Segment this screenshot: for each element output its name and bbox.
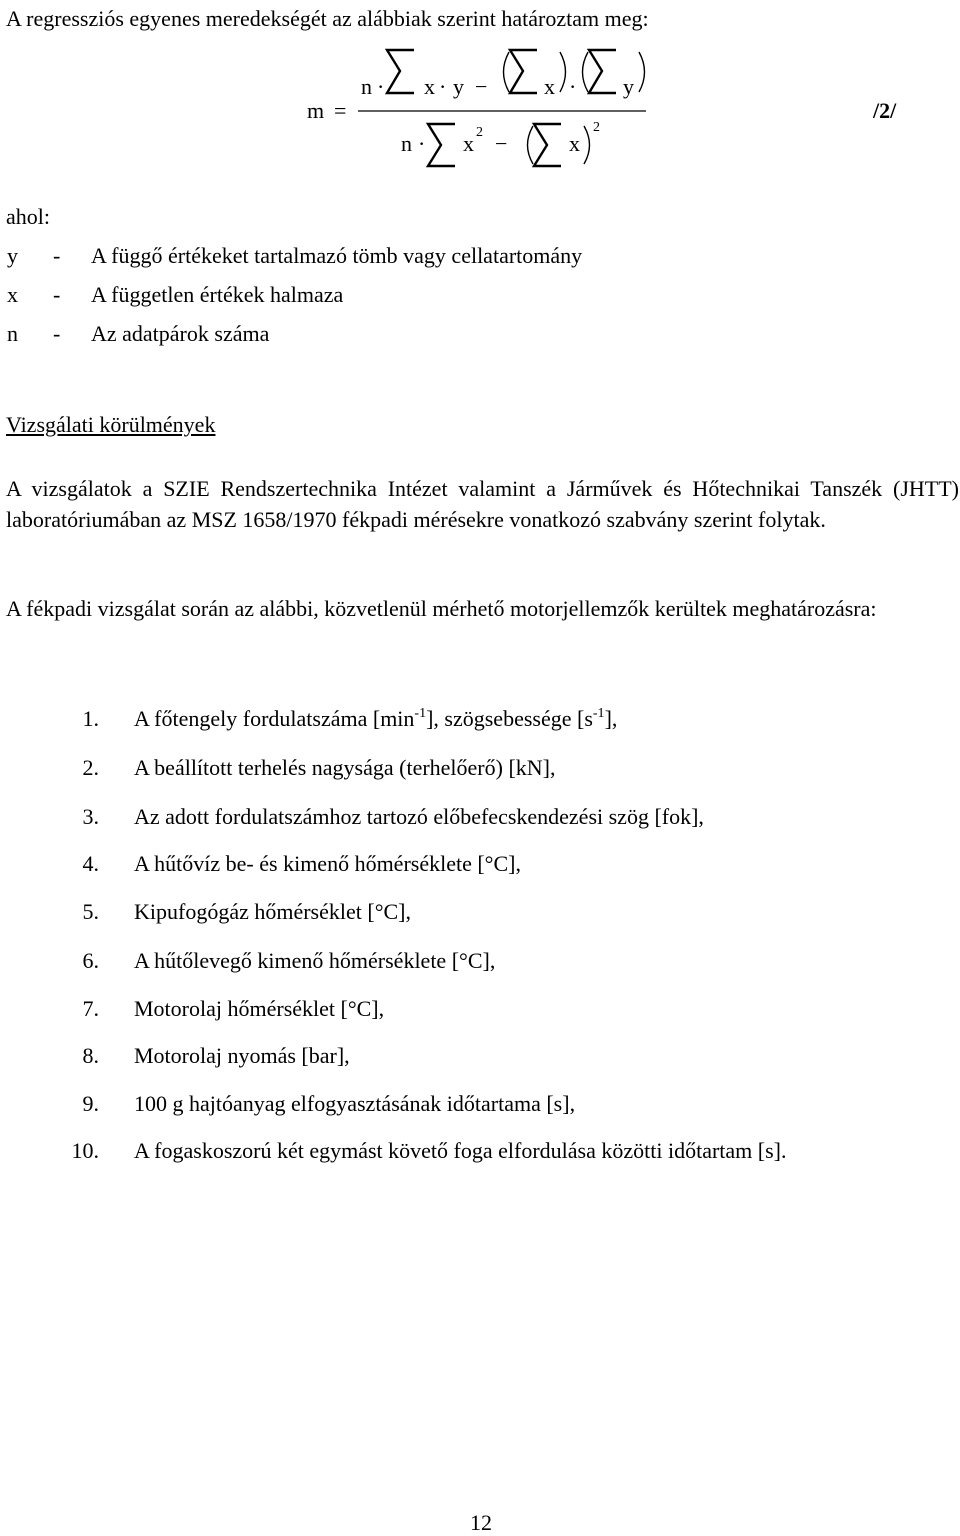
formula-y: y [453, 74, 464, 99]
formula-dot: · [418, 131, 426, 156]
paren-open [504, 52, 510, 92]
list-item: A fogaskoszorú két egymást követő foga elfordulása közötti időtartam [s]. [134, 1138, 787, 1163]
list-item: Motorolaj nyomás [bar], [134, 1043, 350, 1068]
paragraph: A vizsgálatok a SZIE Rendszertechnika Intézet valamint a Járművek és Hőtechnikai Tanszék (JHTT) laboratóriumában az MSZ 1658/1970 fékpadi mérésekre vonatkozó szabvány szerint folytak. [6, 476, 959, 532]
formula-x: x [569, 131, 580, 156]
list-item: A hűtővíz be- és kimenő hőmérséklete [°C], [134, 851, 521, 876]
paren-close [584, 126, 590, 164]
list-item: A beállított terhelés nagysága (terhelőerő) [kN], [134, 755, 556, 780]
definition-dash: - [53, 282, 61, 307]
paren-close [639, 52, 645, 92]
list-item: Kipufogógáz hőmérséklet [°C], [134, 899, 411, 924]
formula-dot: · [569, 74, 577, 99]
paren-close [560, 52, 566, 92]
definition-text: Az adatpárok száma [91, 321, 270, 346]
definition-dash: - [53, 321, 61, 346]
list-item-number: 7. [82, 996, 99, 1021]
equation-number: /2/ [873, 98, 897, 123]
list-item: Motorolaj hőmérséklet [°C], [134, 996, 385, 1021]
definition-symbol: x [7, 282, 18, 307]
list-item-number: 5. [82, 899, 99, 924]
formula-minus: − [475, 74, 488, 99]
sum-symbol-4 [428, 124, 455, 166]
sum-symbol-2 [510, 50, 537, 93]
formula-m: m [307, 98, 325, 123]
definition-text: A függő értékeket tartalmazó tömb vagy cellatartomány [91, 243, 583, 268]
list-item-number: 4. [82, 851, 99, 876]
list-item-number: 10. [71, 1138, 99, 1163]
formula-x: x [424, 74, 435, 99]
list-item: A hűtőlevegő kimenő hőmérséklete [°C], [134, 948, 496, 973]
sum-symbol-1 [387, 50, 414, 93]
section-title: Vizsgálati körülmények [6, 412, 216, 437]
formula-exponent: 2 [476, 125, 483, 140]
paragraph: A fékpadi vizsgálat során az alábbi, közvetlenül mérhető motorjellemzők kerültek meghatározásra: [6, 596, 877, 621]
list-item-number: 1. [82, 706, 99, 731]
paren-open [583, 52, 589, 92]
list-item-number: 8. [82, 1043, 99, 1068]
formula-n: n [401, 131, 412, 156]
sum-symbol-5 [534, 124, 561, 166]
list-item: Az adott fordulatszámhoz tartozó előbefecskendezési szög [fok], [134, 804, 704, 829]
formula-y: y [623, 74, 634, 99]
list-item-number: 6. [82, 948, 99, 973]
paren-open [528, 126, 534, 164]
formula-x: x [544, 74, 555, 99]
list-item-number: 2. [82, 755, 99, 780]
list-item: A főtengely fordulatszáma $[\min^{-1}]$, szögsebessége $[s^{-1}]$, [134, 706, 618, 731]
definition-symbol: y [7, 243, 18, 268]
intro-text: A regressziós egyenes meredekségét az alábbiak szerint határoztam meg: [6, 6, 649, 31]
list-item-number: 3. [82, 804, 99, 829]
page-number: 12 [470, 1510, 492, 1535]
formula-x: x [463, 131, 474, 156]
definitions-heading: ahol: [6, 204, 50, 229]
definition-dash: - [53, 243, 61, 268]
definition-symbol: n [7, 321, 18, 346]
list-item-number: 9. [82, 1091, 99, 1116]
sum-symbol-3 [589, 50, 616, 93]
formula-n: n [361, 74, 372, 99]
formula-minus: − [495, 131, 508, 156]
list-item: 100 g hajtóanyag elfogyasztásának időtartama [s], [134, 1091, 576, 1116]
formula-dot: · [377, 74, 385, 99]
formula-equals: = [334, 98, 347, 123]
regression-slope-formula [290, 40, 670, 170]
definition-text: A független értékek halmaza [91, 282, 344, 307]
formula-dot: · [439, 74, 447, 99]
formula-exponent: 2 [593, 120, 600, 135]
